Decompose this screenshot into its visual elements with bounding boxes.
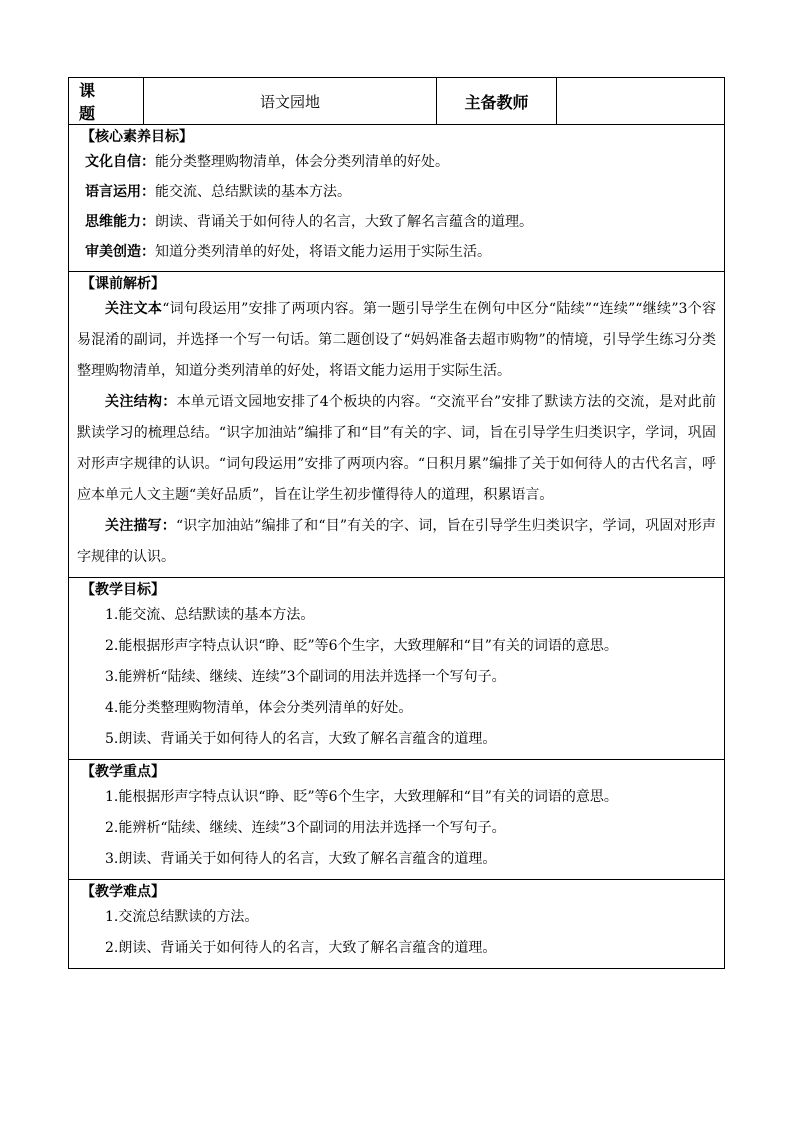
section-heading: 【核心素养目标】 [81, 129, 193, 145]
analysis-paragraph: 关注文本“词句段运用”安排了两项内容。第一题引导学生在例句中区分“陆续”“连续”“继续”3个容易混淆的副词，并选择一个写一句话。第二题创设了“妈妈准备去超市购物”的情境，引导学生练习分类整理购物清单，知道分类列清单的好处，将语文能力运用于实际生活。 [77, 301, 717, 379]
goal-item: 1.能交流、总结默读的基本方法。 [105, 607, 315, 623]
difficulty-item: 2.朗读、背诵关于如何待人的名言，大致了解名言蕴含的道理。 [105, 940, 497, 956]
section-heading: 【教学目标】 [81, 582, 165, 598]
teaching-goals-row [69, 578, 725, 760]
key-point-item: 3.朗读、背诵关于如何待人的名言，大致了解名言蕴含的道理。 [105, 851, 497, 867]
core-goal-item: 审美创造：知道分类列清单的好处，将语文能力运用于实际生活。 [85, 244, 491, 260]
goal-item: 5.朗读、背诵关于如何待人的名言，大致了解名言蕴含的道理。 [105, 731, 497, 747]
header-row [69, 78, 725, 125]
lesson-plan-table [68, 77, 725, 969]
topic-title: 语文园地 [144, 78, 437, 125]
pre-analysis-section [69, 272, 725, 578]
difficulties-row [69, 880, 725, 969]
core-goals-row [69, 125, 725, 272]
key-point-item: 1.能根据形声字特点认识“睁、眨”等6个生字，大致理解和“目”有关的词语的意思。 [105, 789, 618, 805]
section-heading: 【教学重点】 [81, 764, 165, 780]
key-points-row [69, 760, 725, 880]
core-goal-item: 文化自信：能分类整理购物清单，体会分类列清单的好处。 [85, 154, 449, 170]
teacher-label: 主备教师 [437, 78, 557, 125]
section-heading: 【教学难点】 [81, 884, 165, 900]
difficulty-item: 1.交流总结默读的方法。 [105, 909, 259, 925]
core-goal-item: 思维能力：朗读、背诵关于如何待人的名言，大致了解名言蕴含的道理。 [85, 214, 533, 230]
core-goal-item: 语言运用：能交流、总结默读的基本方法。 [85, 184, 351, 200]
pre-analysis-row [69, 272, 725, 578]
analysis-paragraph: 关注结构：本单元语文园地安排了4个板块的内容。“交流平台”安排了默读方法的交流，是对此前默读学习的梳理总结。“识字加油站”编排了和“目”有关的字、词，旨在引导学生归类识字，学词，巩固对形声字规律的认识。“词句段运用”安排了两项内容。“日积月累”编排了关于如何待人的古代名言，呼应本单元人文主题“美好品质”，旨在让学生初步懂得待人的道理，积累语言。 [77, 394, 716, 503]
analysis-paragraph: 关注描写：“识字加油站”编排了和“目”有关的字、词，旨在引导学生归类识字，学词，巩固对形声字规律的认识。 [77, 518, 716, 565]
teacher-value [557, 78, 725, 125]
topic-label: 课题 [69, 78, 144, 125]
key-point-item: 2.能辨析“陆续、继续、连续”3个副词的用法并选择一个写句子。 [105, 820, 506, 836]
core-goals-section [69, 125, 725, 272]
section-heading: 【课前解析】 [81, 276, 165, 292]
difficulties-section [69, 880, 725, 969]
key-points-section [69, 760, 725, 880]
goal-item: 2.能根据形声字特点认识“睁、眨”等6个生字，大致理解和“目”有关的词语的意思。 [105, 638, 618, 654]
teaching-goals-section [69, 578, 725, 760]
goal-item: 3.能辨析“陆续、继续、连续”3个副词的用法并选择一个写句子。 [105, 669, 506, 685]
goal-item: 4.能分类整理购物清单，体会分类列清单的好处。 [105, 700, 413, 716]
